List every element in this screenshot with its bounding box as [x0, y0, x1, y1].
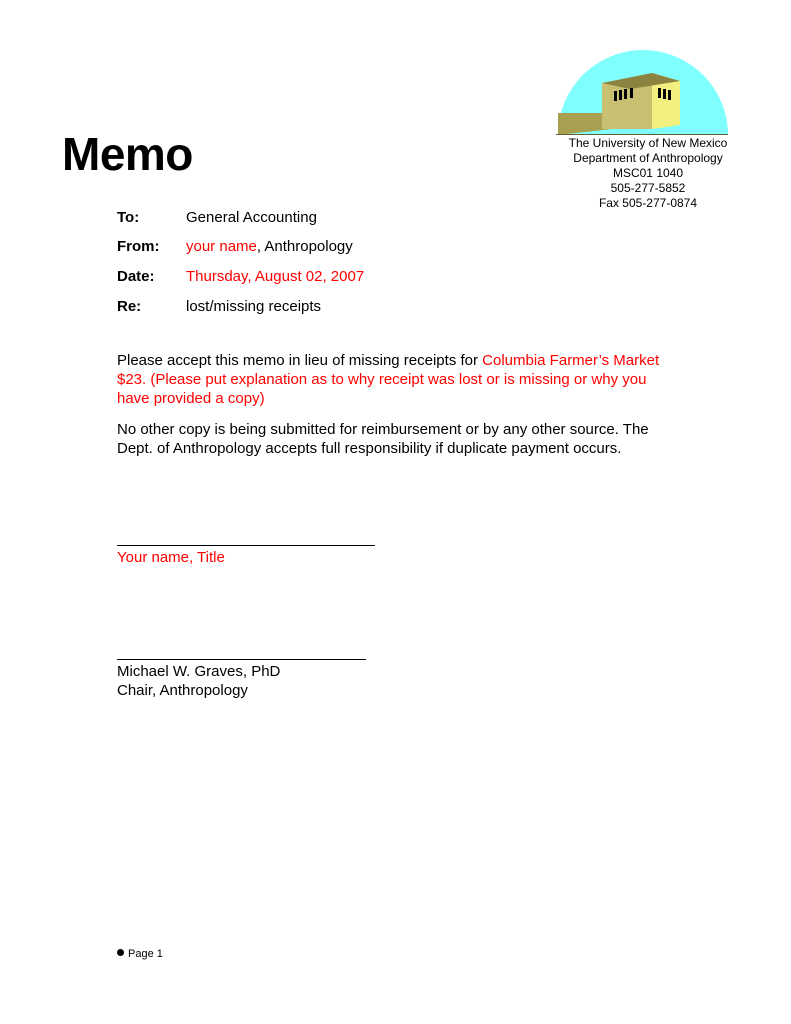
unm-logo: [556, 45, 728, 135]
signature-2-title: Chair, Anthropology: [117, 682, 248, 699]
re-value: lost/missing receipts: [186, 298, 322, 315]
address-line-mailstop: MSC01 1040: [612, 166, 684, 180]
address-line-department: Department of Anthropology: [573, 151, 723, 165]
address-line-fax: Fax 505-277-0874: [598, 196, 698, 210]
to-row: [117, 209, 317, 227]
signature-2-name: Michael W. Graves, PhD: [117, 663, 281, 680]
signature-line-1: [117, 545, 375, 546]
date-value: Thursday, August 02, 2007: [186, 268, 365, 285]
p1-line2: $23. (Please put explanation as to why receipt was lost or is missing or why you: [117, 371, 647, 388]
address-line-university: The University of New Mexico: [568, 136, 728, 150]
to-value: General Accounting: [186, 209, 317, 226]
signature-line-2: [117, 659, 366, 660]
from-row: [117, 238, 353, 256]
memo-title: Memo: [62, 128, 193, 180]
date-row: [117, 268, 364, 286]
re-label: Re:: [117, 298, 142, 315]
to-label: To:: [117, 209, 140, 226]
bullet-icon: [117, 949, 124, 956]
re-row: [117, 298, 321, 316]
body-paragraph-2: [117, 420, 677, 458]
p2-line1: No other copy is being submitted for reimbursement or by any other source. The: [117, 421, 649, 438]
body-paragraph-1: [117, 351, 677, 408]
letterhead-address: [560, 136, 736, 211]
address-line-phone: 505-277-5852: [610, 181, 686, 195]
page-number: Page 1: [128, 948, 163, 960]
date-label: Date:: [117, 268, 155, 285]
from-name: your name: [186, 238, 257, 255]
p1-line3: have provided a copy): [117, 390, 265, 407]
from-department: , Anthropology: [256, 238, 353, 255]
p1-vendor: Columbia Farmer’s Market: [482, 352, 660, 369]
signature-1-name-title: Your name, Title: [117, 549, 225, 566]
from-label: From:: [117, 238, 160, 255]
page-footer: [117, 947, 163, 961]
p1-line1-text: Please accept this memo in lieu of missing receipts for: [117, 352, 483, 369]
p2-line2: Dept. of Anthropology accepts full responsibility if duplicate payment occurs.: [117, 440, 622, 457]
